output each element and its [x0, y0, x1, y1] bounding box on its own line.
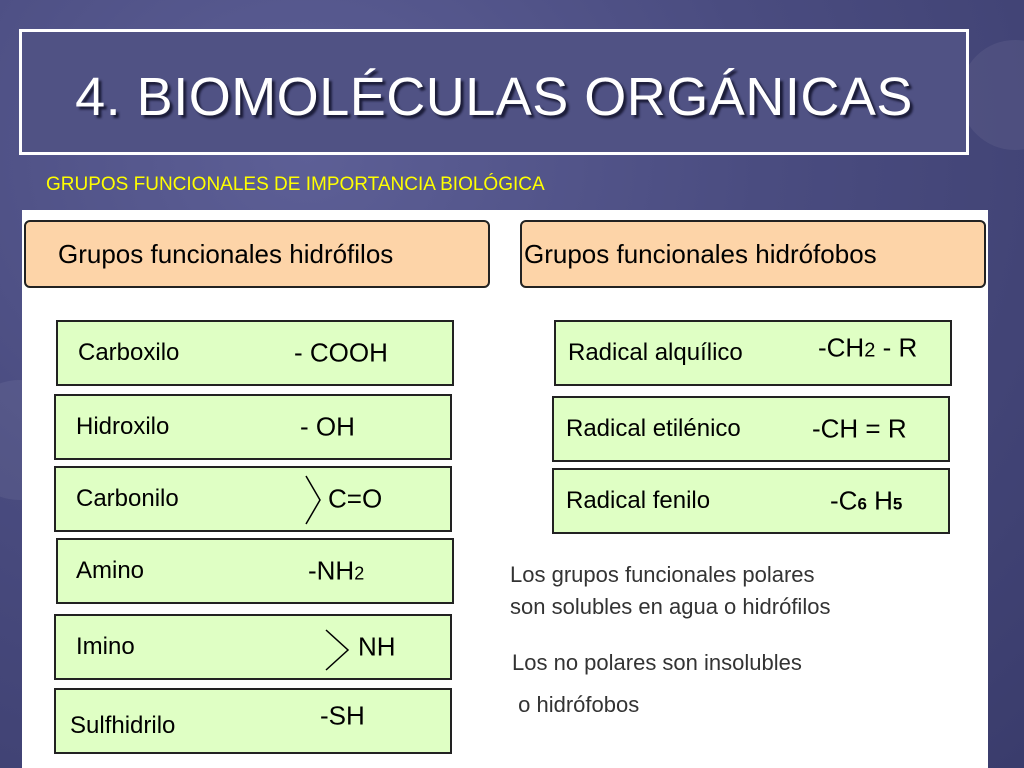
group-name: Carbonilo [76, 485, 179, 512]
note-line: Los no polares son insolubles [512, 650, 802, 675]
hydrophilic-header [24, 220, 490, 288]
hydrophilic-header-label: Grupos funcionales hidrófilos [58, 238, 394, 269]
group-formula: -CH = R [812, 413, 907, 444]
group-name: Radical alquílico [568, 339, 743, 366]
group-name: Carboxilo [78, 339, 180, 366]
note-line: o hidrófobos [512, 692, 640, 717]
bond-bracket-icon [304, 474, 324, 526]
formula-subscript: 2 [354, 563, 365, 584]
slide-subtitle: GRUPOS FUNCIONALES DE IMPORTANCIA BIOLÓGICA [46, 174, 545, 195]
hydrophobic-item-alquilico [554, 320, 952, 386]
group-formula: NH [358, 631, 396, 662]
hydrophilic-item-carbonilo [54, 466, 452, 532]
group-formula: - COOH [294, 337, 388, 368]
hydrophilic-item-hidroxilo [54, 394, 452, 460]
hydrophilic-item-amino [56, 538, 454, 604]
group-name: Radical etilénico [566, 415, 741, 442]
hydrophobic-item-fenilo [552, 468, 950, 534]
group-name: Sulfhidrilo [70, 711, 176, 739]
group-formula [818, 333, 917, 364]
functional-groups-figure [22, 210, 988, 768]
note-line: Los grupos funcionales polares [510, 562, 815, 587]
formula-part-a: -CH [818, 332, 865, 363]
hydrophobic-item-etilenico [552, 396, 950, 462]
hydrophilic-item-carboxilo [56, 320, 454, 386]
group-name: Hidroxilo [76, 413, 170, 440]
hydrophobic-header-label: Grupos funcionales hidrófobos [524, 238, 877, 269]
formula-main: -NH [308, 555, 355, 586]
title-banner [19, 29, 969, 155]
formula-part-b: H [866, 485, 893, 516]
group-formula [308, 556, 364, 587]
group-name: Amino [76, 557, 145, 584]
hydrophobic-header [520, 220, 986, 288]
group-formula [830, 486, 902, 517]
hydrophilic-item-imino [54, 614, 452, 680]
formula-subscript: 5 [892, 494, 903, 514]
group-formula: -SH [320, 700, 365, 731]
group-formula: - OH [300, 411, 355, 442]
note-line: son solubles en agua o hidrófilos [510, 594, 831, 619]
group-name: Imino [76, 633, 135, 660]
formula-part-b: - R [875, 332, 918, 363]
formula-part-a: -C [830, 485, 858, 516]
group-name: Radical fenilo [566, 487, 711, 514]
background-decoration [960, 40, 1024, 150]
hydrophilic-item-sulfhidrilo [54, 688, 452, 754]
formula-subscript: 6 [857, 494, 867, 514]
slide-title: 4. BIOMOLÉCULAS ORGÁNICAS [75, 67, 913, 127]
formula-subscript: 2 [864, 339, 876, 362]
bond-bracket-icon [324, 628, 352, 672]
group-formula: C=O [328, 483, 383, 514]
